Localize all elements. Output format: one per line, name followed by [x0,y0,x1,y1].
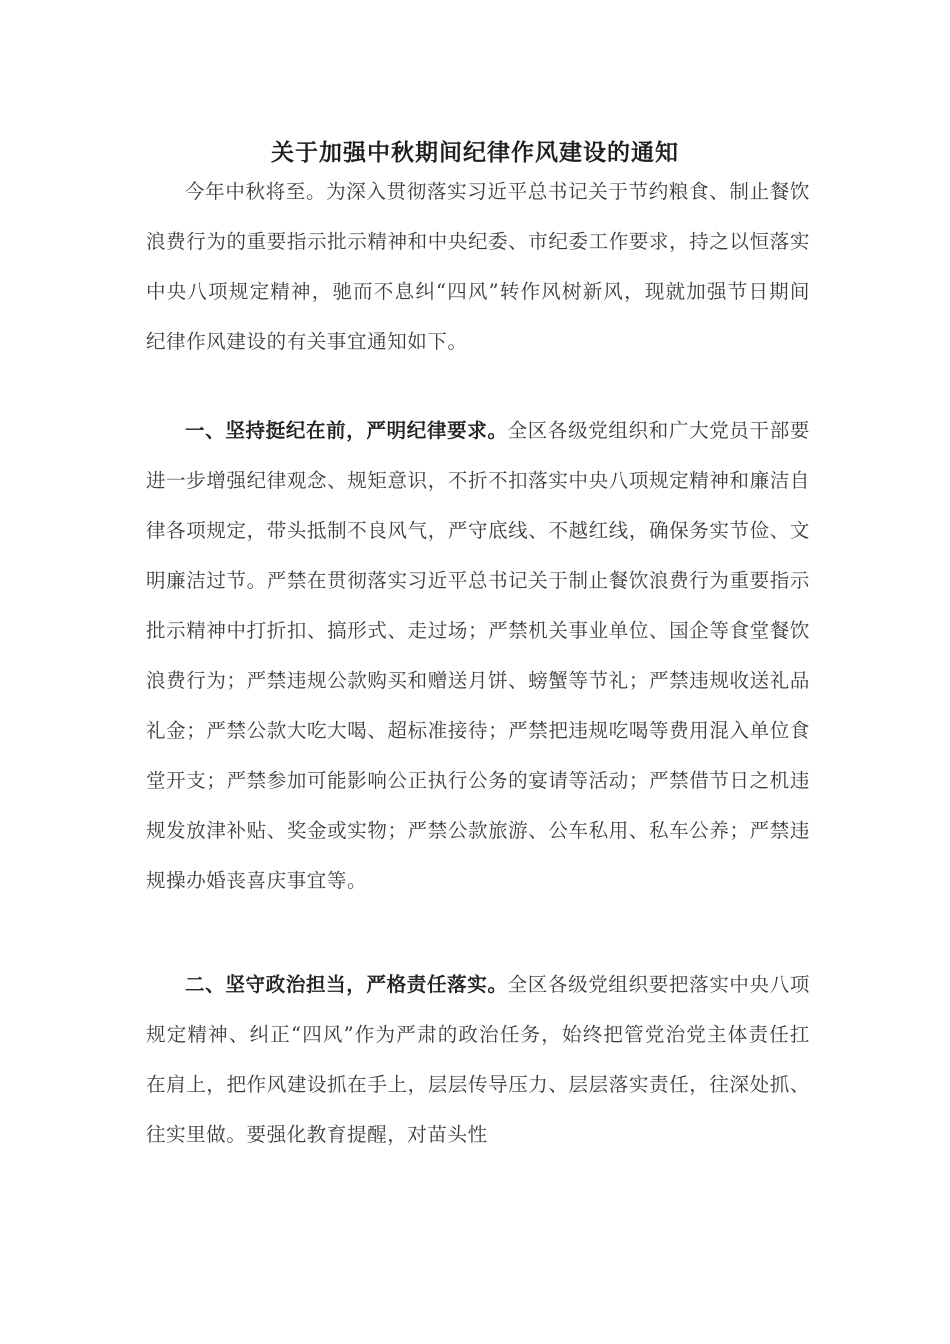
paragraph-intro-text: 今年中秋将至。为深入贯彻落实习近平总书记关于节约粮食、制止餐饮浪费行为的重要指示批示精神和中央纪委、市纪委工作要求，持之以恒落实中央八项规定精神，驰而不息纠“四风”转作风树新风，现就加强节日期间纪律作风建设的有关事宜通知如下。 [146,180,810,353]
section-two-text: 全区各级党组织要把落实中央八项规定精神、纠正“四风”作为严肃的政治任务，始终把管党治党主体责任扛在肩上，把作风建设抓在手上，层层传导压力、层层落实责任，往深处抓、往实里做。要强化教育提醒，对苗头性 [146,973,810,1146]
paragraph-section-two [146,960,810,1160]
section-one-heading: 一、坚持挺纪在前，严明纪律要求。 [185,419,508,442]
paragraph-section-one [146,406,810,906]
document-title: 关于加强中秋期间纪律作风建设的通知 [271,139,679,166]
section-one-text: 全区各级党组织和广大党员干部要进一步增强纪律观念、规矩意识，不折不扣落实中央八项规定精神和廉洁自律各项规定，带头抵制不良风气，严守底线、不越红线，确保务实节俭、文明廉洁过节。严禁在贯彻落实习近平总书记关于制止餐饮浪费行为重要指示批示精神中打折扣、搞形式、走过场；严禁机关事业单位、国企等食堂餐饮浪费行为；严禁违规公款购买和赠送月饼、螃蟹等节礼；严禁违规收送礼品礼金；严禁公款大吃大喝、超标准接待；严禁把违规吃喝等费用混入单位食堂开支；严禁参加可能影响公正执行公务的宴请等活动；严禁借节日之机违规发放津补贴、奖金或实物；严禁公款旅游、公车私用、私车公养；严禁违规操办婚丧喜庆事宜等。 [146,419,810,892]
section-two-heading: 二、坚守政治担当，严格责任落实。 [185,973,508,996]
paragraph-intro [146,167,810,367]
